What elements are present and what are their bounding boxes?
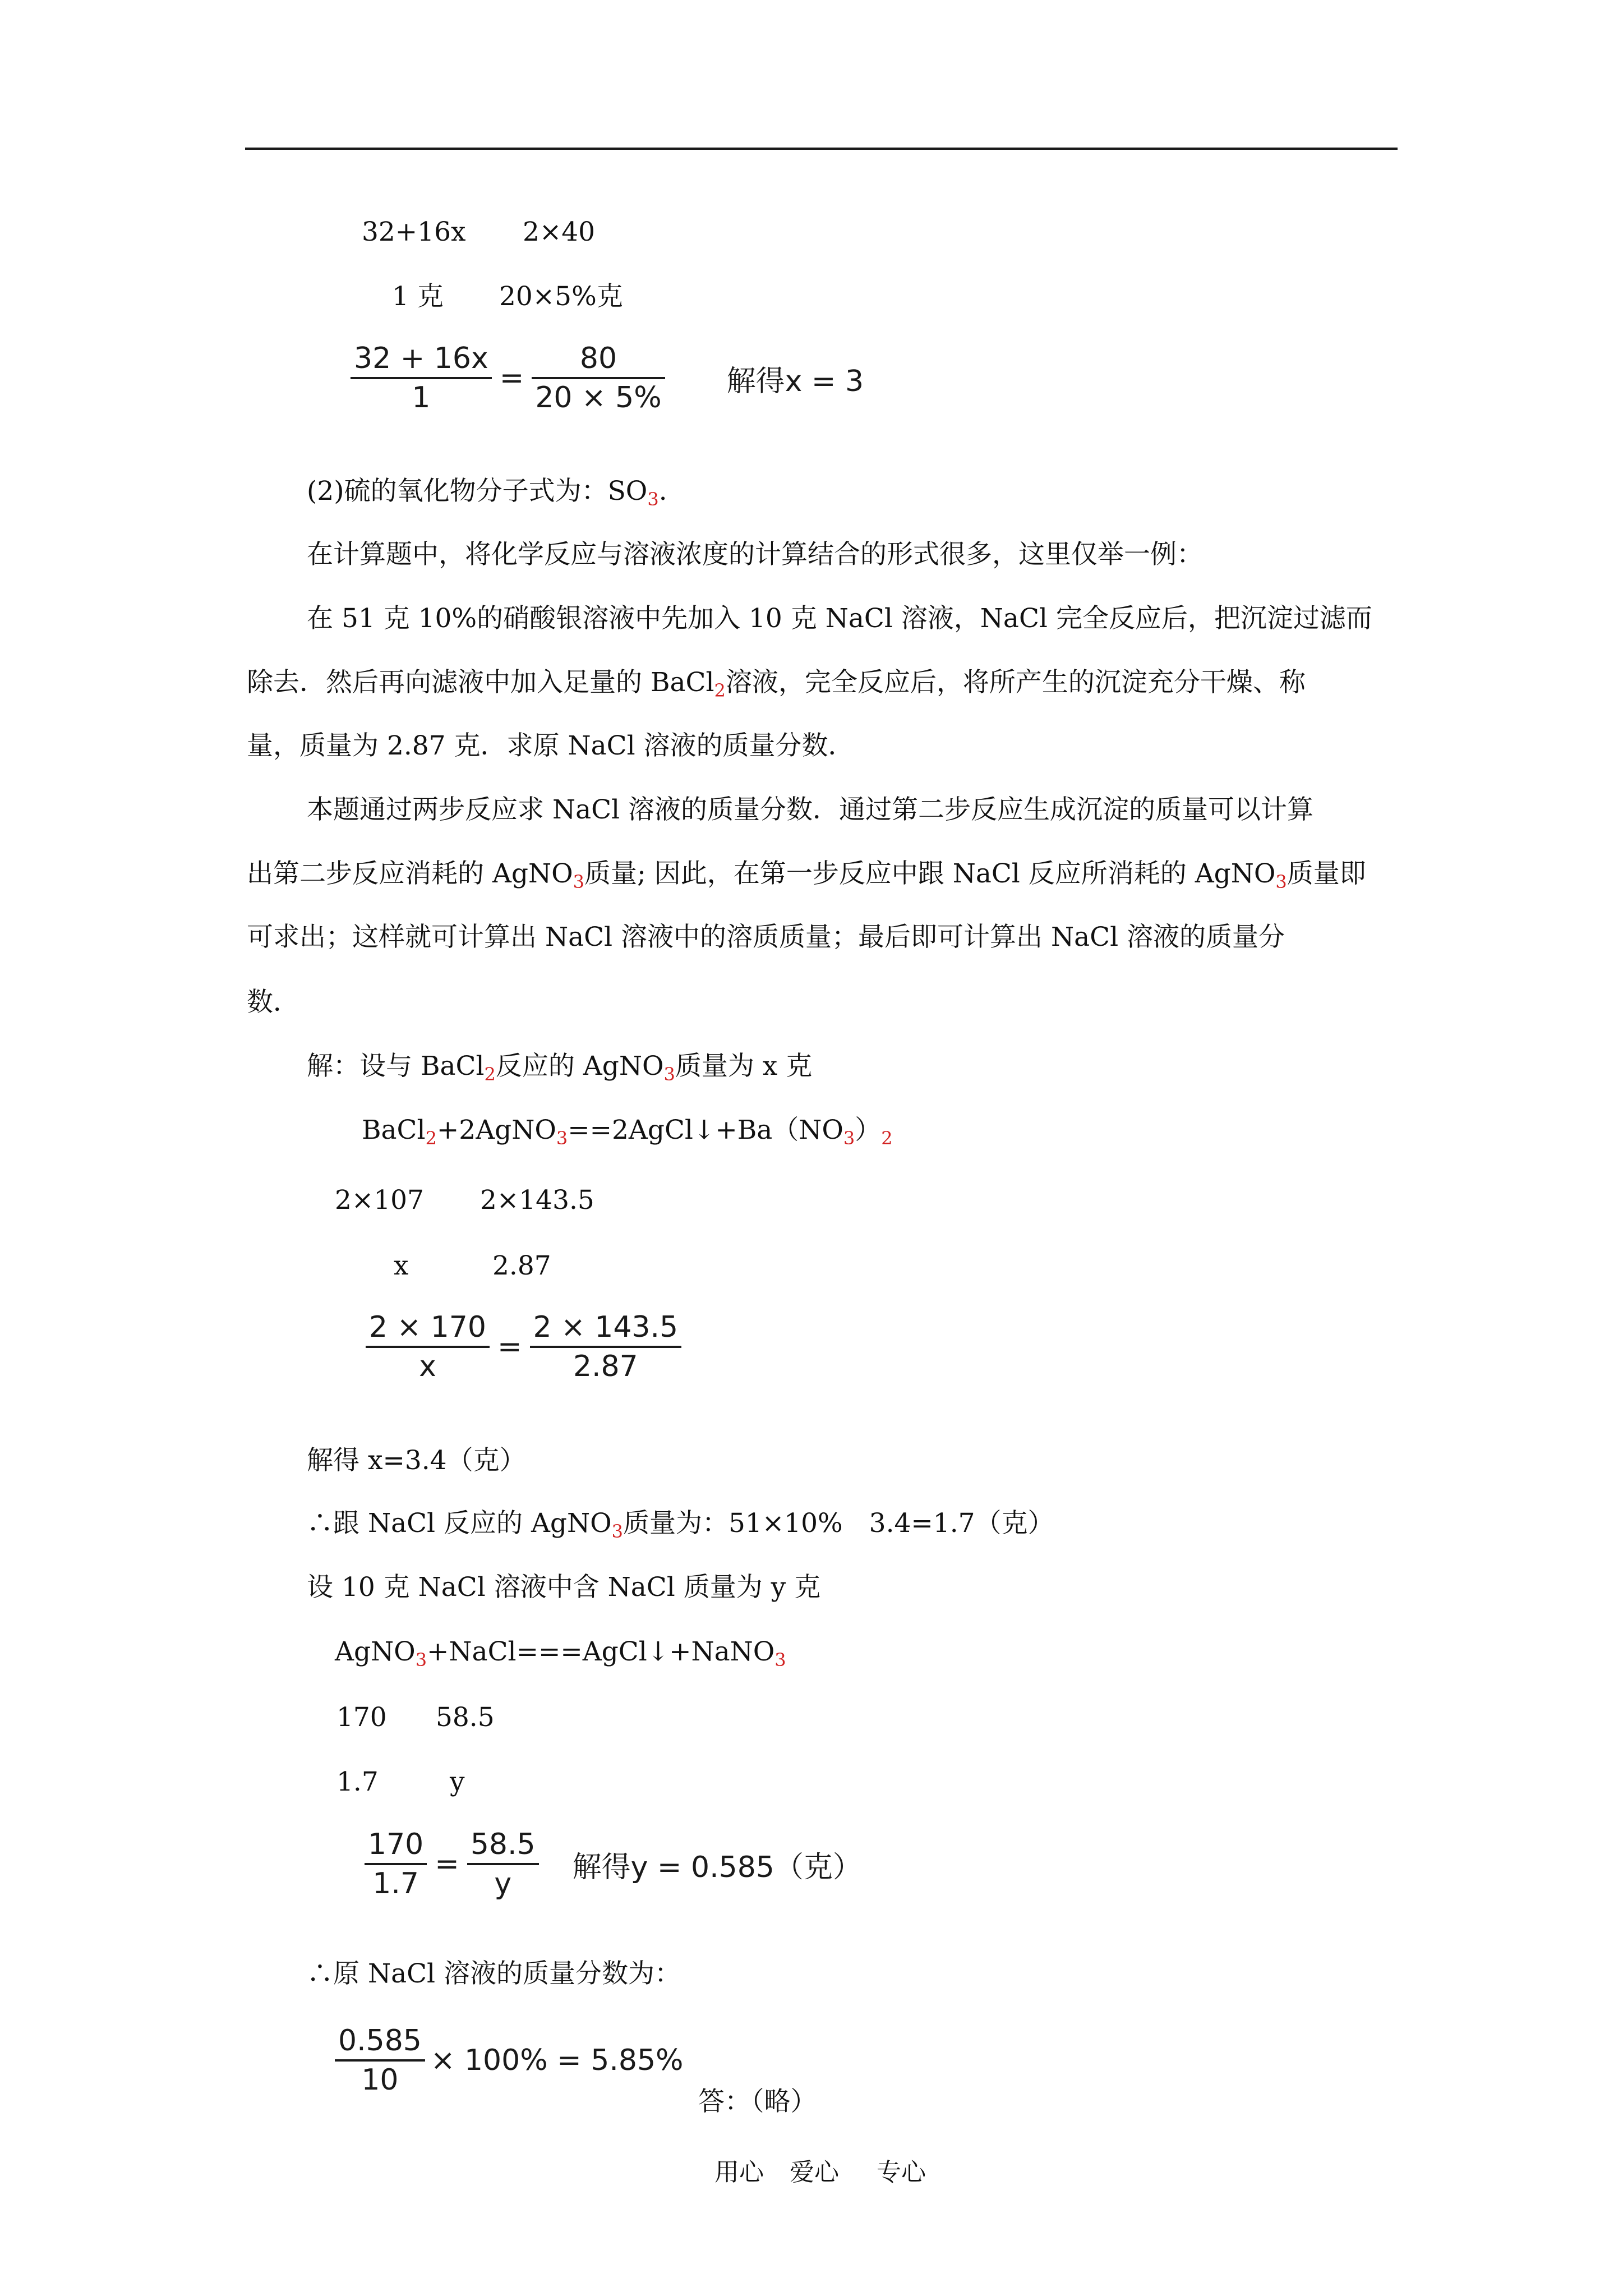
equation-4 [335, 2022, 683, 2099]
reaction-equation-2: AgNO$_3$+NaCl===AgCl↓+NaNO$_3$ [335, 1636, 786, 1671]
solution-setup-2: 设 10 克 NaCl 溶液中含 NaCl 质量为 y 克 [307, 1572, 821, 1603]
mass-line-4a: 1.7 [336, 1766, 379, 1797]
analysis-line-2: 出第二步反应消耗的 AgNO$_3$质量; 因此，在第一步反应中跟 NaCl 反应所消耗的 AgNO$_3$质量即 [247, 858, 1366, 892]
mass-line-3a: 170 [336, 1702, 387, 1733]
equation-rest: × 100% = 5.85% [430, 2044, 684, 2077]
fraction-right [467, 1826, 539, 1902]
mass-line-3b: 58.5 [436, 1702, 495, 1733]
mass-line-1a: 2×107 [335, 1185, 424, 1216]
problem-line-3: 量，质量为 2.87 克．求原 NaCl 溶液的质量分数． [247, 730, 855, 761]
denominator: x [419, 1350, 436, 1383]
mass-line-2b: 2.87 [492, 1250, 551, 1281]
solution-setup-1: 解：设与 BaCl$_2$反应的 AgNO$_3$质量为 x 克 [307, 1051, 813, 1085]
denominator: 10 [361, 2063, 399, 2097]
therefore-line-1: ∴跟 NaCl 反应的 AgNO$_3$质量为：51×10% 3.4=1.7（克） [307, 1508, 1054, 1542]
fraction-right [530, 1309, 682, 1385]
answer-omitted: 答：（略） [698, 2086, 817, 2117]
numerator: 32 + 16x [354, 342, 488, 375]
footer-text-2: 爱心 [790, 2158, 839, 2187]
numerator: 2 × 143.5 [533, 1310, 679, 1344]
fraction-left [351, 340, 492, 416]
equals-sign: = [497, 1330, 522, 1364]
fraction-left [366, 1309, 490, 1385]
denominator: 20 × 5% [535, 381, 662, 415]
mass-line-2a: x [394, 1250, 409, 1281]
ratio-line-1b: 2×40 [523, 217, 596, 247]
denominator: y [494, 1867, 512, 1901]
equals-sign: = [435, 1847, 459, 1881]
reaction-equation-1: $BaCl_2+2AgNO_3==2AgCl↓+Ba(NO_3)_2$ [362, 1115, 893, 1149]
problem-line-2: 除去．然后再向滤液中加入足量的 BaCl$_2$溶液，完全反应后，将所产生的沉淀充分干燥、称 [247, 667, 1306, 701]
numerator: 2 × 170 [369, 1310, 486, 1344]
fraction-right [532, 340, 665, 416]
intro-line: 在计算题中，将化学反应与溶液浓度的计算结合的形式很多，这里仅举一例： [307, 539, 1203, 570]
numerator: 170 [368, 1828, 424, 1861]
footer-text-3: 专心 [877, 2158, 926, 2187]
ratio-line-1a: 32+16x [362, 217, 466, 247]
numerator: 80 [579, 342, 617, 375]
fraction-left [365, 1826, 427, 1902]
header-rule [245, 148, 1398, 150]
ratio-line-2a: 1 克 [392, 281, 444, 312]
equation-2 [366, 1309, 681, 1385]
equals-sign: = [499, 361, 524, 395]
ratio-line-2b: 20×5%克 [499, 281, 623, 312]
denominator: 1 [412, 381, 431, 415]
numerator: 58.5 [470, 1828, 536, 1861]
problem-line-1: 在 51 克 10%的硝酸银溶液中先加入 10 克 NaCl 溶液，NaCl 完全反应后，把沉淀过滤而 [307, 603, 1372, 634]
therefore-line-2: ∴原 NaCl 溶液的质量分数为： [307, 1958, 681, 1989]
mass-line-1b: 2×143.5 [480, 1185, 594, 1216]
solution-result-x: 解得 x=3.4（克） [307, 1445, 526, 1476]
analysis-line-4: 数． [247, 987, 299, 1018]
analysis-line-1: 本题通过两步反应求 NaCl 溶液的质量分数．通过第二步反应生成沉淀的质量可以计算 [307, 794, 1314, 825]
mass-line-4b: y [450, 1766, 465, 1797]
analysis-line-3: 可求出；这样就可计算出 NaCl 溶液中的溶质质量；最后即可计算出 NaCl 溶液的质量分 [247, 922, 1285, 953]
sulfur-oxide-answer: (2)硫的氧化物分子式为：$SO_3$. [307, 476, 667, 510]
equation-result: 解得x = 3 [726, 364, 864, 398]
equation-result: 解得y = 0.585（克） [572, 1850, 862, 1884]
fraction [335, 2022, 425, 2099]
denominator: 1.7 [372, 1867, 419, 1901]
footer-text-1: 用心 [714, 2158, 764, 2187]
denominator: 2.87 [573, 1350, 638, 1383]
numerator: 0.585 [338, 2024, 422, 2058]
equation-1 [351, 340, 864, 416]
equation-3 [365, 1826, 862, 1902]
